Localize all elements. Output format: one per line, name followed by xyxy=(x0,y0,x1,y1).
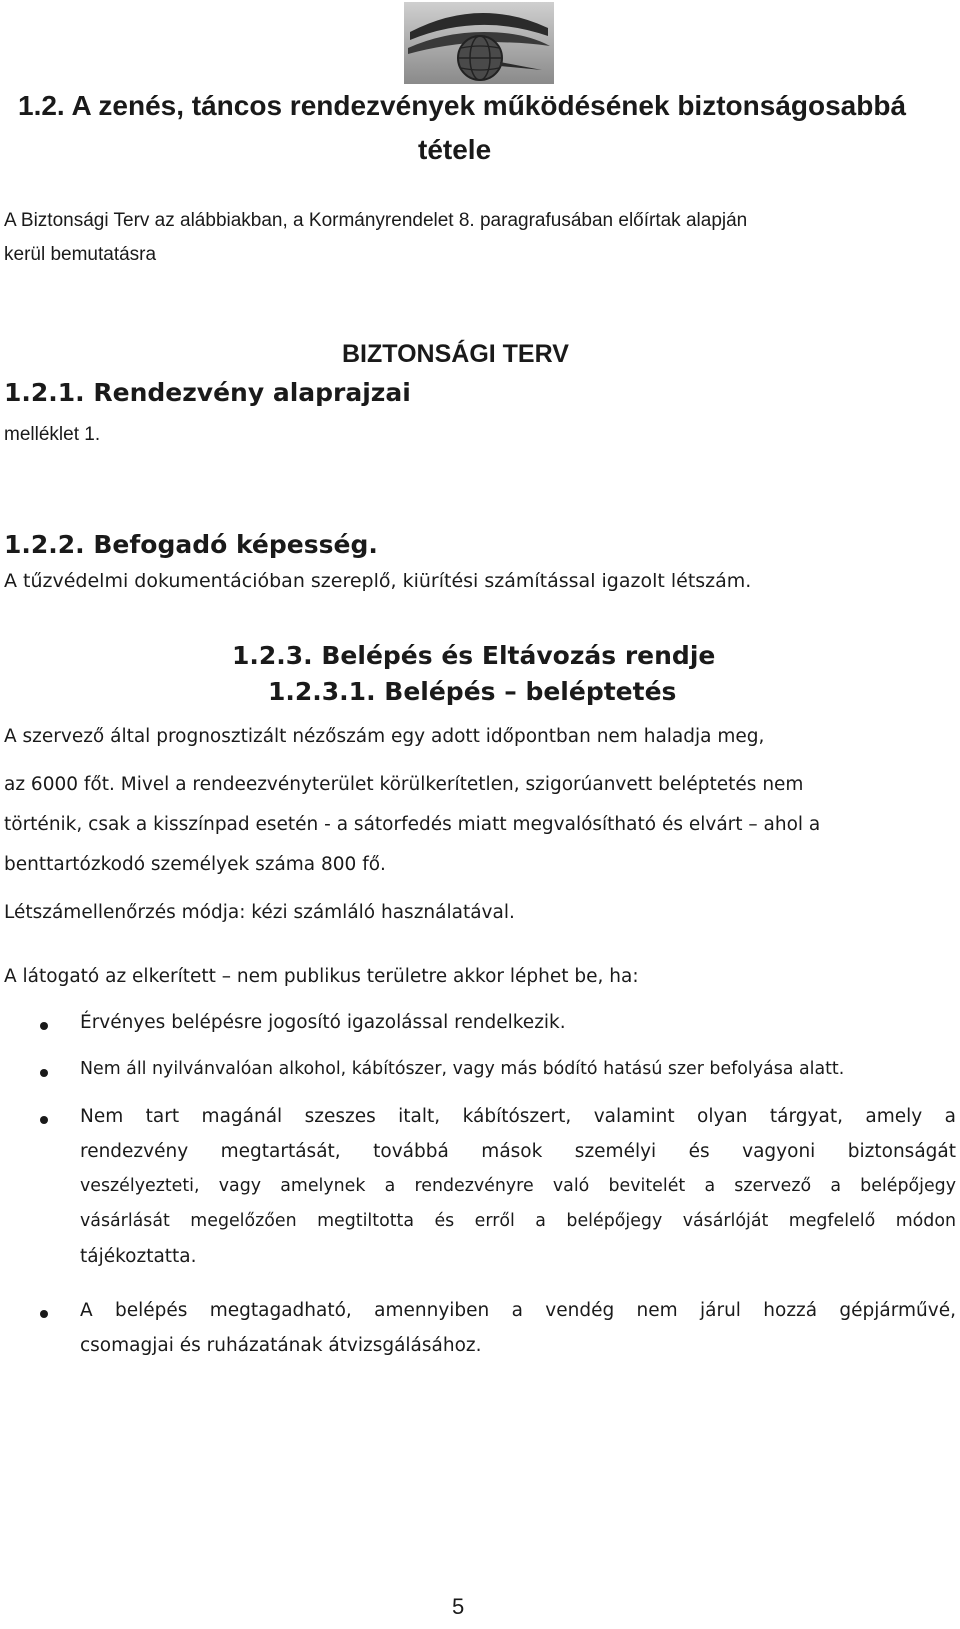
list-item: Nem áll nyilvánvalóan alkohol, kábítószer, vagy más bódító hatású szer befolyása alatt. xyxy=(80,1059,845,1079)
list-item: Érvényes belépésre jogosító igazolással rendelkezik. xyxy=(80,1012,566,1033)
intro-line-1: A Biztonsági Terv az alábbiakban, a Kormányrendelet 8. paragrafusában előírtak alapján xyxy=(4,210,748,231)
plan-heading: BIZTONSÁGI TERV xyxy=(342,340,569,368)
paragraph-entry-line-2: történik, csak a kisszínpad esetén - a sátorfedés miatt megvalósítható és elvárt – ahol a xyxy=(4,814,821,835)
eye-globe-logo-icon xyxy=(404,2,554,84)
section-121-note: melléklet 1. xyxy=(4,424,101,445)
page-number: 5 xyxy=(452,1594,465,1619)
list-item-line: tájékoztatta. xyxy=(80,1246,197,1267)
page-title-line-1: 1.2. A zenés, táncos rendezvények működésének biztonságosabbá xyxy=(18,90,907,121)
section-122-heading: 1.2.2. Befogadó képesség. xyxy=(4,530,378,559)
bullet-icon xyxy=(40,1069,48,1077)
bullet-icon xyxy=(40,1022,48,1030)
list-item-line: veszélyezteti, vagy amelynek a rendezvényre való bevitelét a szervező a belépőjegy xyxy=(80,1176,956,1196)
bullet-icon xyxy=(40,1116,48,1124)
list-item-line: A belépés megtagadható, amennyiben a vendég nem járul hozzá gépjárművé, xyxy=(80,1300,956,1321)
list-item-line: vásárlását megelőzően megtiltotta és erről a belépőjegy vásárlóját megfelelő módon xyxy=(80,1211,956,1231)
list-item-line: Nem tart magánál szeszes italt, kábítószert, valamint olyan tárgyat, amely a xyxy=(80,1106,956,1127)
paragraph-headcount-method: Létszámellenőrzés módja: kézi számláló használatával. xyxy=(4,902,515,923)
list-item-line: rendezvény megtartását, továbbá mások személyi és vagyoni biztonságát xyxy=(80,1141,956,1162)
section-122-text: A tűzvédelmi dokumentációban szereplő, kiürítési számítással igazolt létszám. xyxy=(4,570,752,592)
paragraph-entry-conditions: A látogató az elkerített – nem publikus területre akkor léphet be, ha: xyxy=(4,966,639,987)
paragraph-entry-line-3: benttartózkodó személyek száma 800 fő. xyxy=(4,854,386,875)
section-121-heading: 1.2.1. Rendezvény alaprajzai xyxy=(4,378,411,407)
paragraph-attendance: A szervező által prognosztizált nézőszám egy adott időpontban nem haladja meg, xyxy=(4,726,765,747)
intro-line-2: kerül bemutatásra xyxy=(4,244,157,265)
section-1231-heading: 1.2.3.1. Belépés – beléptetés xyxy=(268,677,677,706)
paragraph-entry-line-1: az 6000 főt. Mivel a rendeezvényterület körülkerítetlen, szigorúanvett beléptetés nem xyxy=(4,774,804,795)
list-item-line: csomagjai és ruházatának átvizsgálásához. xyxy=(80,1335,482,1356)
section-123-heading: 1.2.3. Belépés és Eltávozás rendje xyxy=(232,641,716,670)
bullet-icon xyxy=(40,1310,48,1318)
page-title-line-2: tétele xyxy=(418,134,492,165)
